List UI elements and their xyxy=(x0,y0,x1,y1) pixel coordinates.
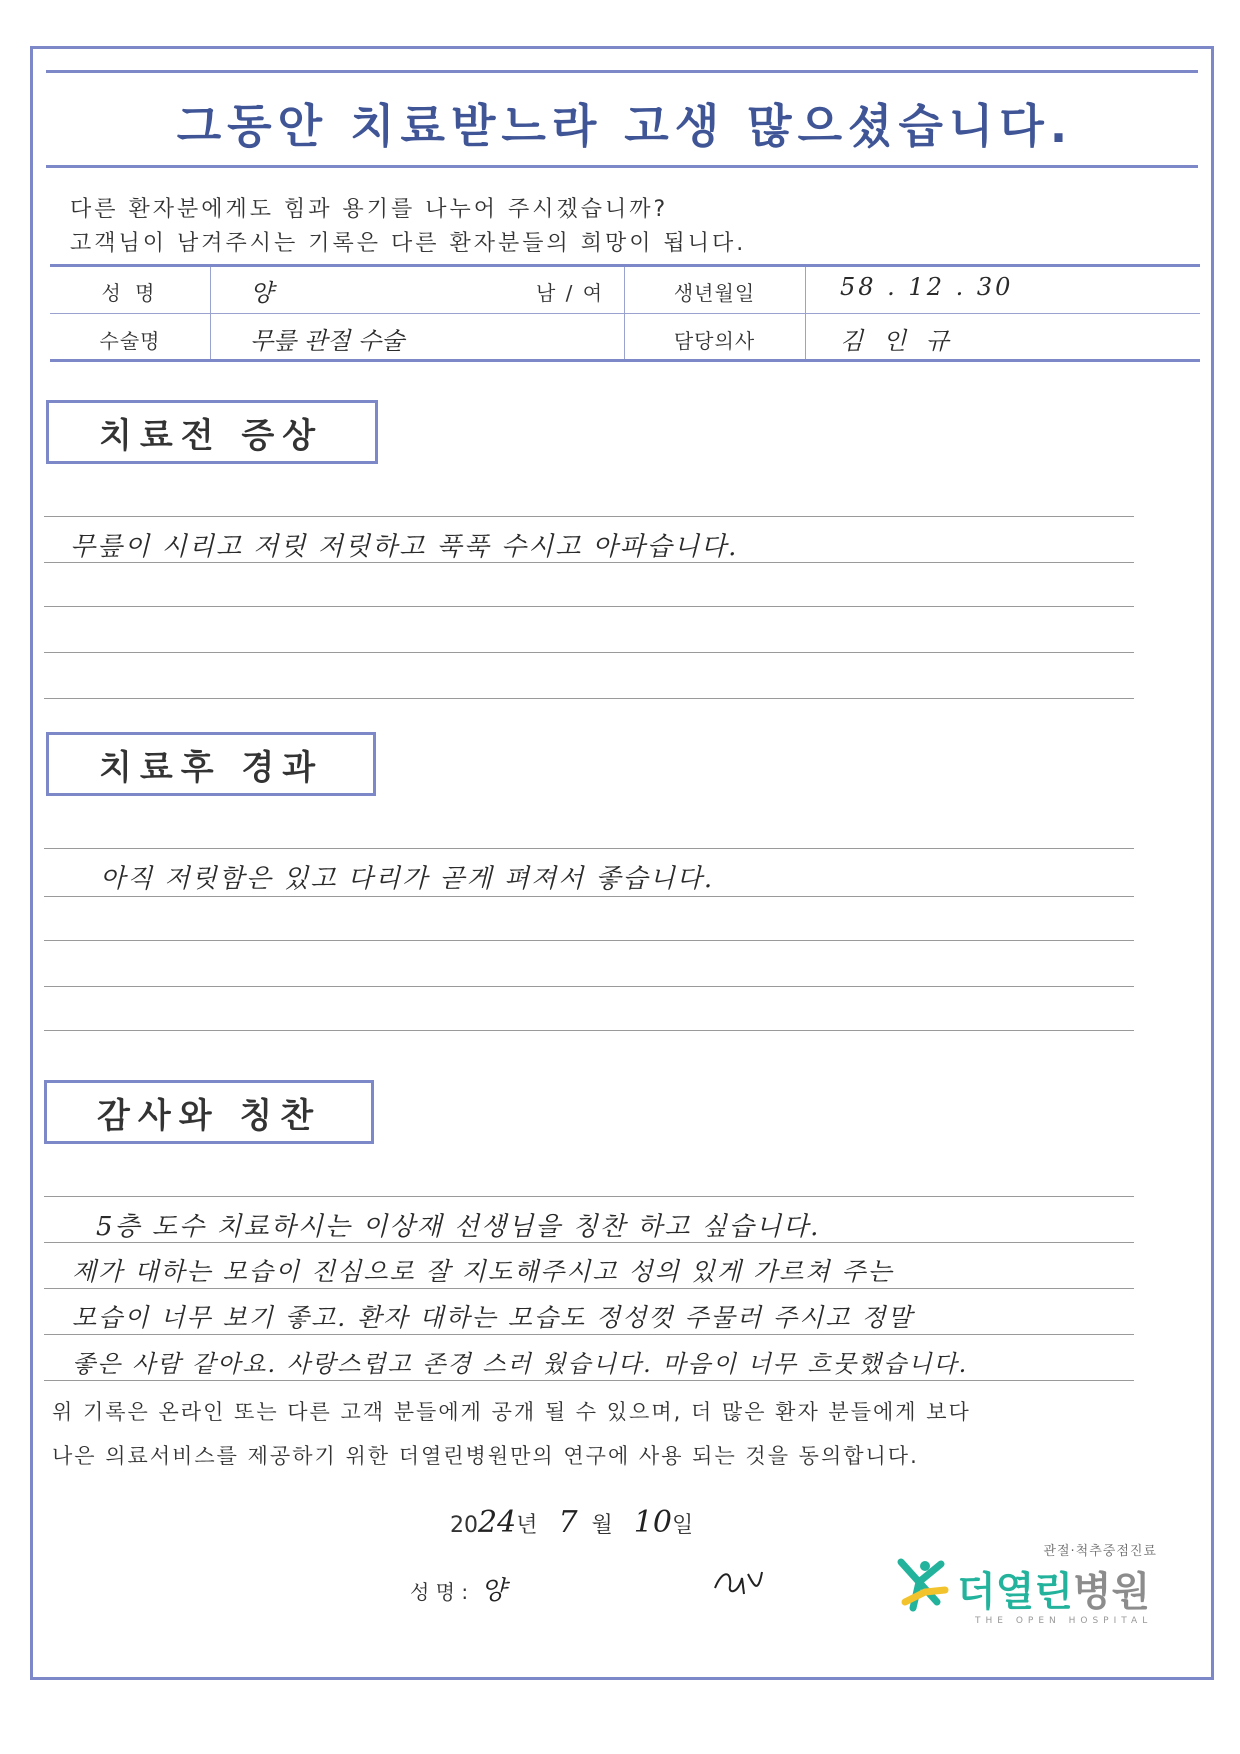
thanks-line-3: 모습이 너무 보기 좋고. 환자 대하는 모습도 정성껏 주물러 주시고 정말 xyxy=(72,1303,914,1332)
thanks-line-2: 제가 대하는 모습이 진심으로 잘 지도해주시고 성의 있게 가르쳐 주는 xyxy=(72,1257,894,1286)
intro-line-1: 다른 환자분에게도 힘과 용기를 나누어 주시겠습니까? xyxy=(70,197,669,222)
signature-label: 성 명 : xyxy=(410,1580,469,1604)
before-line-1: 무릎이 시리고 저릿 저릿하고 푹푹 수시고 아파습니다. xyxy=(70,532,739,562)
signature-line xyxy=(410,1570,506,1607)
name-value: 양 xyxy=(250,279,274,307)
title-top-rule xyxy=(46,70,1198,73)
page-title: 그동안 치료받느라 고생 많으셨습니다. xyxy=(176,99,1074,153)
logo-english: THE OPEN HOSPITAL xyxy=(975,1616,1153,1626)
birth-value: 58 . 12 . 30 xyxy=(840,273,1014,301)
hospital-logo xyxy=(895,1540,1175,1640)
date-line xyxy=(450,1505,693,1540)
date-year-hand: 24 xyxy=(478,1505,517,1540)
before-symptoms-heading: 치료전 증상 xyxy=(46,400,378,464)
doctor-value: 김 인 규 xyxy=(840,327,955,355)
after-progress-heading: 치료후 경과 xyxy=(46,732,376,796)
after-line-1: 아직 저릿함은 있고 다리가 곧게 펴져서 좋습니다. xyxy=(100,864,715,894)
date-month-hand: 7 xyxy=(558,1505,578,1540)
name-label: 성 명 xyxy=(101,281,159,305)
logo-name xyxy=(957,1560,1150,1617)
date-day-label: 일 xyxy=(671,1513,694,1538)
handwritten-signature-mark xyxy=(710,1564,770,1600)
thanks-praise-heading: 감사와 칭찬 xyxy=(44,1080,374,1144)
thanks-line-4: 좋은 사람 같아요. 사랑스럽고 존경 스러 웠습니다. 마음이 너무 흐뭇했습니다. xyxy=(72,1350,969,1378)
surgery-label: 수술명 xyxy=(99,329,161,353)
thanks-line-1: 5층 도수 치료하시는 이상재 선생님을 칭찬 하고 싶습니다. xyxy=(96,1212,821,1242)
doctor-label: 담당의사 xyxy=(673,329,756,353)
patient-info-table xyxy=(50,264,1200,362)
logo-name-gray: 병원 xyxy=(1072,1569,1151,1615)
gender-label: 남 / 여 xyxy=(535,281,605,305)
date-year-label: 년 xyxy=(516,1513,538,1538)
title-bottom-rule xyxy=(46,165,1198,168)
surgery-value: 무릎 관절 수술 xyxy=(250,327,405,355)
intro-line-2: 고객님이 남겨주시는 기록은 다른 환자분들의 희망이 됩니다. xyxy=(70,231,747,256)
consent-line-1: 위 기록은 온라인 또는 다른 고객 분들에게 공개 될 수 있으며, 더 많은 환자 분들에게 보다 xyxy=(52,1400,971,1424)
date-day-hand: 10 xyxy=(633,1505,672,1540)
open-hospital-figure-icon xyxy=(895,1552,957,1622)
date-prefix: 20 xyxy=(450,1513,478,1538)
consent-line-2: 나은 의료서비스를 제공하기 위한 더열린병원만의 연구에 사용 되는 것을 동의합니다. xyxy=(52,1444,919,1468)
logo-name-green: 더열린 xyxy=(957,1569,1073,1615)
signature-name-hand: 양 xyxy=(480,1576,506,1606)
logo-tagline: 관절·척추중점진료 xyxy=(1043,1544,1157,1559)
date-month-label: 월 xyxy=(591,1513,613,1538)
birth-label: 생년월일 xyxy=(673,281,756,305)
